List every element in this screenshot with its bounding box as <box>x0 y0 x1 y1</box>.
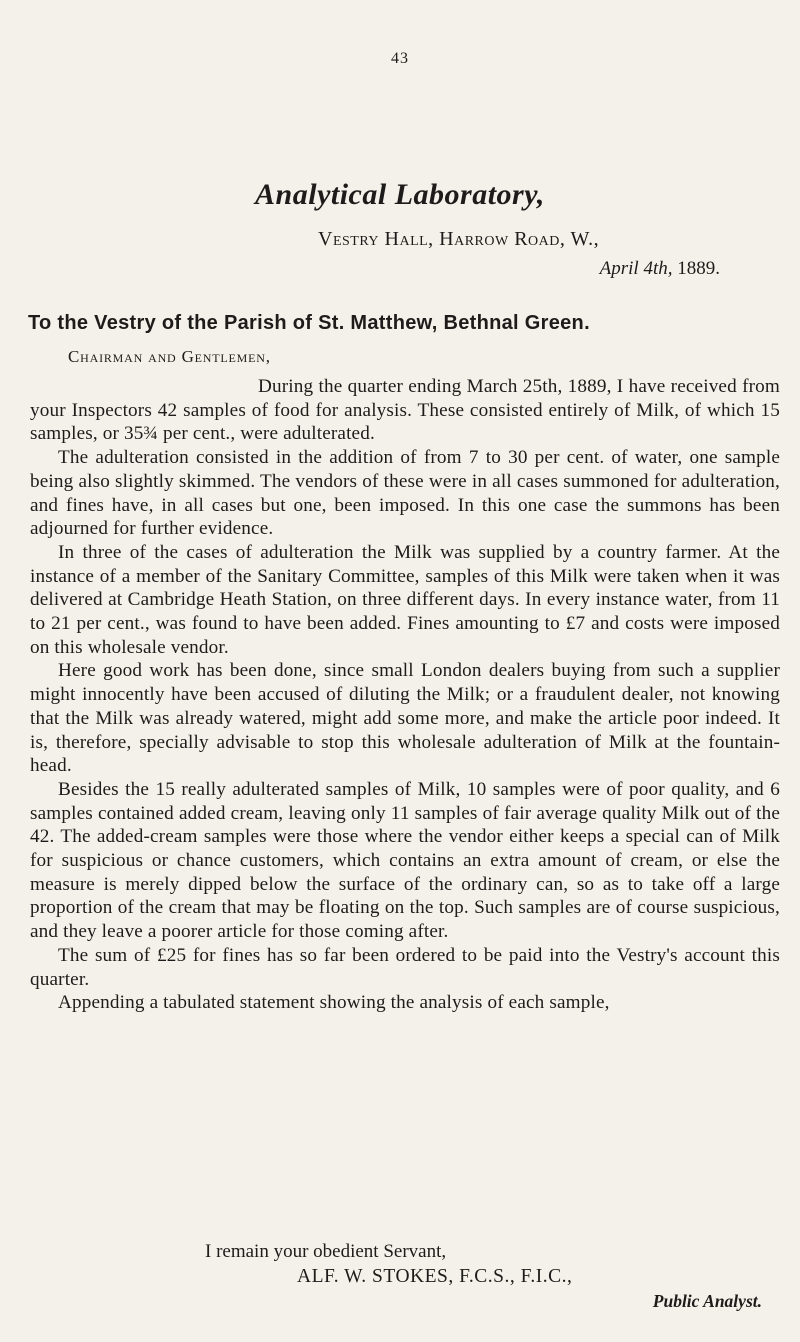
letter-date-month-day: April 4th, <box>599 258 673 279</box>
letter-signoff: I remain your obedient Servant, <box>205 1241 447 1262</box>
letter-date-year: 1889. <box>677 258 720 279</box>
body-paragraph: The adulteration consisted in the addition of from 7 to 30 per cent. of water, one sample being also slightly skimmed. The vendors of these were in all cases summoned for adulteration, and fines have, in all cases but one, been imposed. In this one case the summons has been adjourned for further evidence. <box>30 447 780 540</box>
signature-title: Public Analyst. <box>652 1291 762 1311</box>
letter-addressee: To the Vestry of the Parish of St. Matthew, Bethnal Green. <box>28 312 590 334</box>
body-paragraph: Here good work has been done, since small London dealers buying from such a supplier might innocently have been accused of diluting the Milk; or a fraudulent dealer, not knowing that the Milk was already watered, might add some more, and make the article poor indeed. It is, therefore, specially advisable to stop this wholesale adulteration of Milk at the fountain-head. <box>30 660 780 777</box>
letter-salutation: Chairman and Gentlemen, <box>68 347 271 366</box>
body-paragraph: Besides the 15 really adulterated samples of Milk, 10 samples were of poor quality, and 6 samples contained added cream, leaving only 11 samples of fair average quality Milk out of the 42. The added-cream samples were those where the vendor either keeps a special can of Milk for suspicious or chance customers, which contains an extra amount of cream, or else the measure is merely dipped below the surface of the ordinary can, so as to take off a large proportion of the cream that may be floating on the top. Such samples are of course suspicious, and they leave a poorer article for those coming after. <box>30 778 780 943</box>
letterhead-address: Vestry Hall, Harrow Road, W., <box>318 228 600 250</box>
letter-body <box>30 375 780 1015</box>
body-paragraph: Appending a tabulated statement showing the analysis of each sample, <box>58 992 610 1014</box>
body-paragraph: During the quarter ending March 25th, 1889, I have received from your Inspectors 42 samples of food for analysis. These consisted entirely of Milk, of which 15 samples, or 35¾ per cent., were adulterated. <box>30 376 780 445</box>
letter-signature: ALF. W. STOKES, F.C.S., F.I.C., <box>297 1266 573 1287</box>
letterhead-heading: Analytical Laboratory, <box>255 178 545 211</box>
body-paragraph: In three of the cases of adulteration the Milk was supplied by a country farmer. At the instance of a member of the Sanitary Committee, samples of this Milk were taken when it was delivered at Cambridge Heath Station, on three different days. In every instance water, from 11 to 21 per cent., was found to have been added. Fines amounting to £7 and costs were imposed on this wholesale vendor. <box>30 541 780 658</box>
letter-date <box>600 258 720 280</box>
body-paragraph: The sum of £25 for fines has so far been ordered to be paid into the Vestry's account this quarter. <box>30 944 780 990</box>
page-number: 43 <box>391 50 409 67</box>
